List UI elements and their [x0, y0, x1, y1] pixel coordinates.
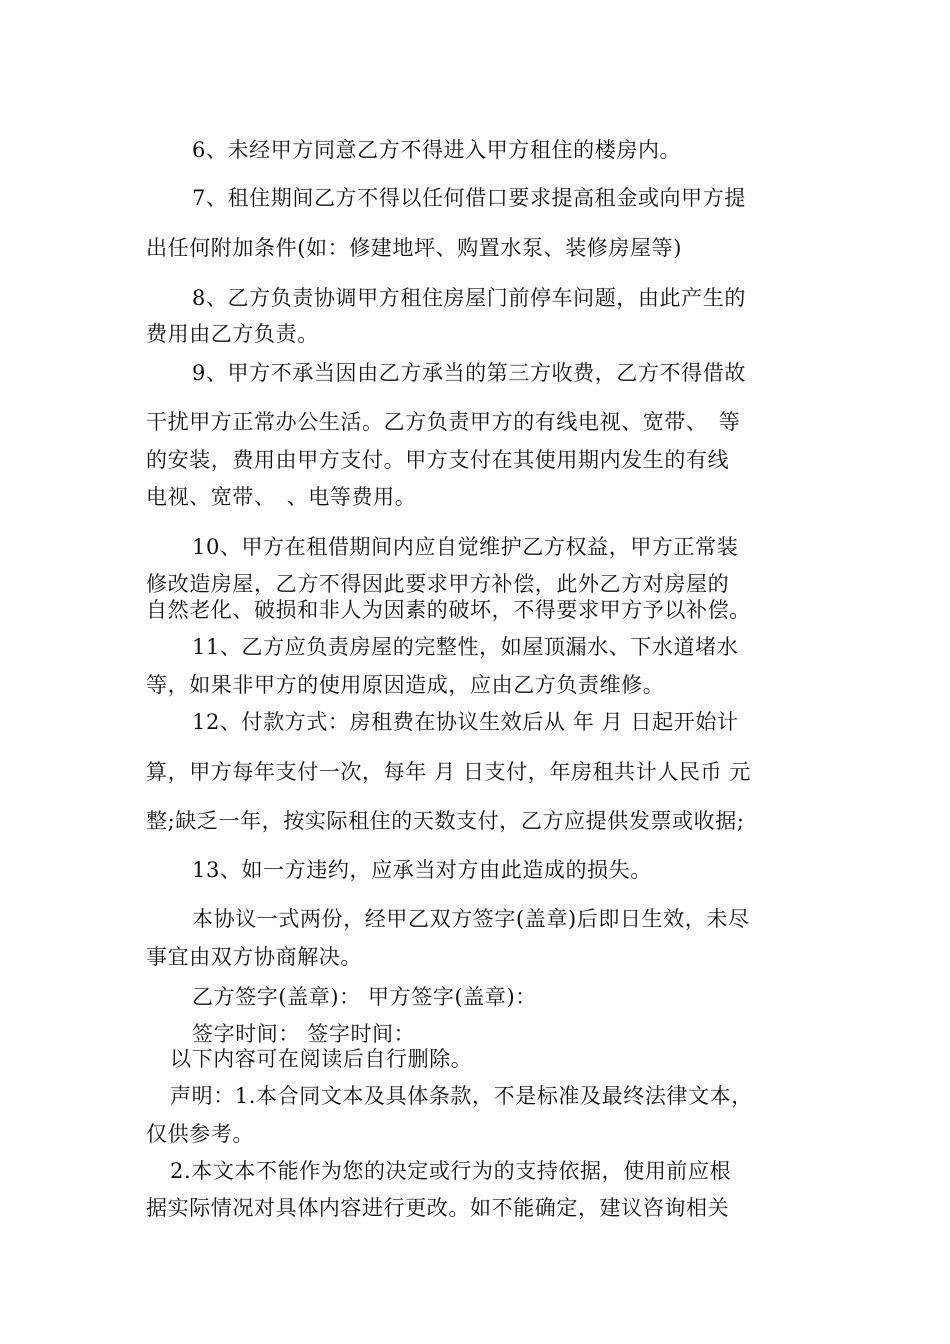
clause-10-line-2: 修改造房屋，乙方不得因此要求甲方补偿，此外乙方对房屋的 [146, 572, 730, 596]
closing-line-1: 本协议一式两份，经甲乙双方签字(盖章)后即日生效，未尽 [192, 907, 750, 931]
clause-12-line-2: 算，甲方每年支付一次，每年 月 日支付，年房租共计人民币 元 [146, 760, 752, 784]
disclaimer-2-line-2: 据实际情况对具体内容进行更改。如不能确定，建议咨询相关 [146, 1196, 730, 1220]
clause-12-line-3: 整;缺乏一年，按实际租住的天数支付，乙方应提供发票或收据; [146, 809, 745, 833]
signature-date-line: 签字时间： 签字时间： [192, 1022, 416, 1046]
clause-8-line-1: 8、乙方负责协调甲方租住房屋门前停车问题，由此产生的 [192, 286, 746, 310]
clause-7-line-2: 出任何附加条件(如：修建地坪、购置水泵、装修房屋等) [146, 236, 682, 260]
clause-11-line-2: 等，如果非甲方的使用原因造成，应由乙方负责维修。 [146, 673, 665, 697]
clause-12-line-1: 12、付款方式：房租费在协议生效后从 年 月 日起开始计 [192, 710, 739, 734]
clause-11-line-1: 11、乙方应负责房屋的完整性，如屋顶漏水、下水道堵水 [192, 635, 739, 659]
clause-13-line-1: 13、如一方违约，应承当对方由此造成的损失。 [192, 858, 652, 882]
clause-9-line-2: 干扰甲方正常办公生活。乙方负责甲方的有线电视、宽带、 等 [146, 410, 741, 434]
clause-10-line-1: 10、甲方在租借期间内应自觉维护乙方权益，甲方正常装 [192, 535, 739, 559]
closing-line-2: 事宜由双方协商解决。 [146, 945, 362, 969]
clause-9-line-3: 的安装，费用由甲方支付。甲方支付在其使用期内发生的有线 [146, 448, 730, 472]
delete-hint: 以下内容可在阅读后自行删除。 [170, 1047, 473, 1071]
disclaimer-2-line-1: 2.本文本不能作为您的决定或行为的支持依据，使用前应根 [170, 1159, 732, 1183]
clause-6-line-1: 6、未经甲方同意乙方不得进入甲方租住的楼房内。 [192, 138, 682, 162]
disclaimer-1-line-2: 仅供参考。 [146, 1122, 254, 1146]
disclaimer-1-line-1: 声明：1.本合同文本及具体条款，不是标准及最终法律文本， [170, 1084, 753, 1108]
clause-7-line-1: 7、租住期间乙方不得以任何借口要求提高租金或向甲方提 [192, 186, 746, 210]
clause-10-line-3: 自然老化、破损和非人为因素的破坏，不得要求甲方予以补偿。 [146, 598, 751, 622]
signature-line: 乙方签字(盖章)： 甲方签字(盖章)： [192, 985, 537, 1009]
clause-9-line-1: 9、甲方不承当因由乙方承当的第三方收费，乙方不得借故 [192, 361, 746, 385]
clause-8-line-2: 费用由乙方负责。 [146, 322, 319, 346]
clause-9-line-4: 电视、宽带、 、电等费用。 [146, 485, 417, 509]
